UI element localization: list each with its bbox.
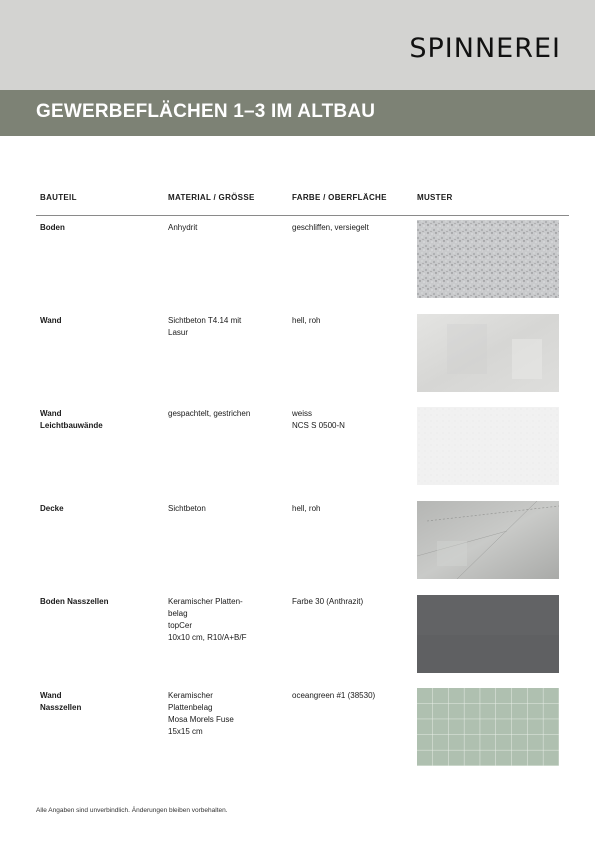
column-header-bauteil: BAUTEIL <box>40 193 77 202</box>
row-bauteil: Decke <box>40 504 64 513</box>
row-farbe: Farbe 30 (Anthrazit) <box>292 597 364 606</box>
header-divider <box>36 215 569 216</box>
column-header-muster: MUSTER <box>417 193 453 202</box>
concrete-ceiling-texture <box>417 501 559 579</box>
white-plaster-texture <box>417 407 559 485</box>
row-material: gespachtelt, gestrichen <box>168 409 251 418</box>
anthracite-tile-texture <box>417 595 559 673</box>
page-title: GEWERBEFLÄCHEN 1–3 IM ALTBAU <box>36 101 376 122</box>
row-farbe: oceangreen #1 (38530) <box>292 691 376 700</box>
row-bauteil: Wand Nasszellen <box>40 691 82 712</box>
light-concrete-texture <box>417 314 559 392</box>
green-tile-grid <box>417 688 559 766</box>
row-farbe: weiss NCS S 0500-N <box>292 409 345 430</box>
column-header-farbe: FARBE / OBERFLÄCHE <box>292 193 387 202</box>
row-material: Keramischer Plattenbelag Mosa Morels Fuse 15x15 cm <box>168 691 234 736</box>
row-bauteil: Boden <box>40 223 65 232</box>
row-material: Sichtbeton <box>168 504 206 513</box>
row-bauteil: Boden Nasszellen <box>40 597 109 606</box>
row-farbe: hell, roh <box>292 504 321 513</box>
row-material: Sichtbeton T4.14 mit Lasur <box>168 316 242 337</box>
speckled-granite-texture <box>417 220 559 298</box>
column-header-material: MATERIAL / GRÖSSE <box>168 193 255 202</box>
row-material: Keramischer Platten- belag topCer 10x10 cm, R10/A+B/F <box>168 597 247 642</box>
row-bauteil: Wand Leichtbauwände <box>40 409 103 430</box>
row-farbe: geschliffen, versiegelt <box>292 223 369 232</box>
row-bauteil: Wand <box>40 316 62 325</box>
row-material: Anhydrit <box>168 223 198 232</box>
disclaimer-footer: Alle Angaben sind unverbindlich. Änderungen bleiben vorbehalten. <box>36 807 228 814</box>
row-farbe: hell, roh <box>292 316 321 325</box>
spinnerei-logo: SPINNEREI <box>409 33 561 64</box>
